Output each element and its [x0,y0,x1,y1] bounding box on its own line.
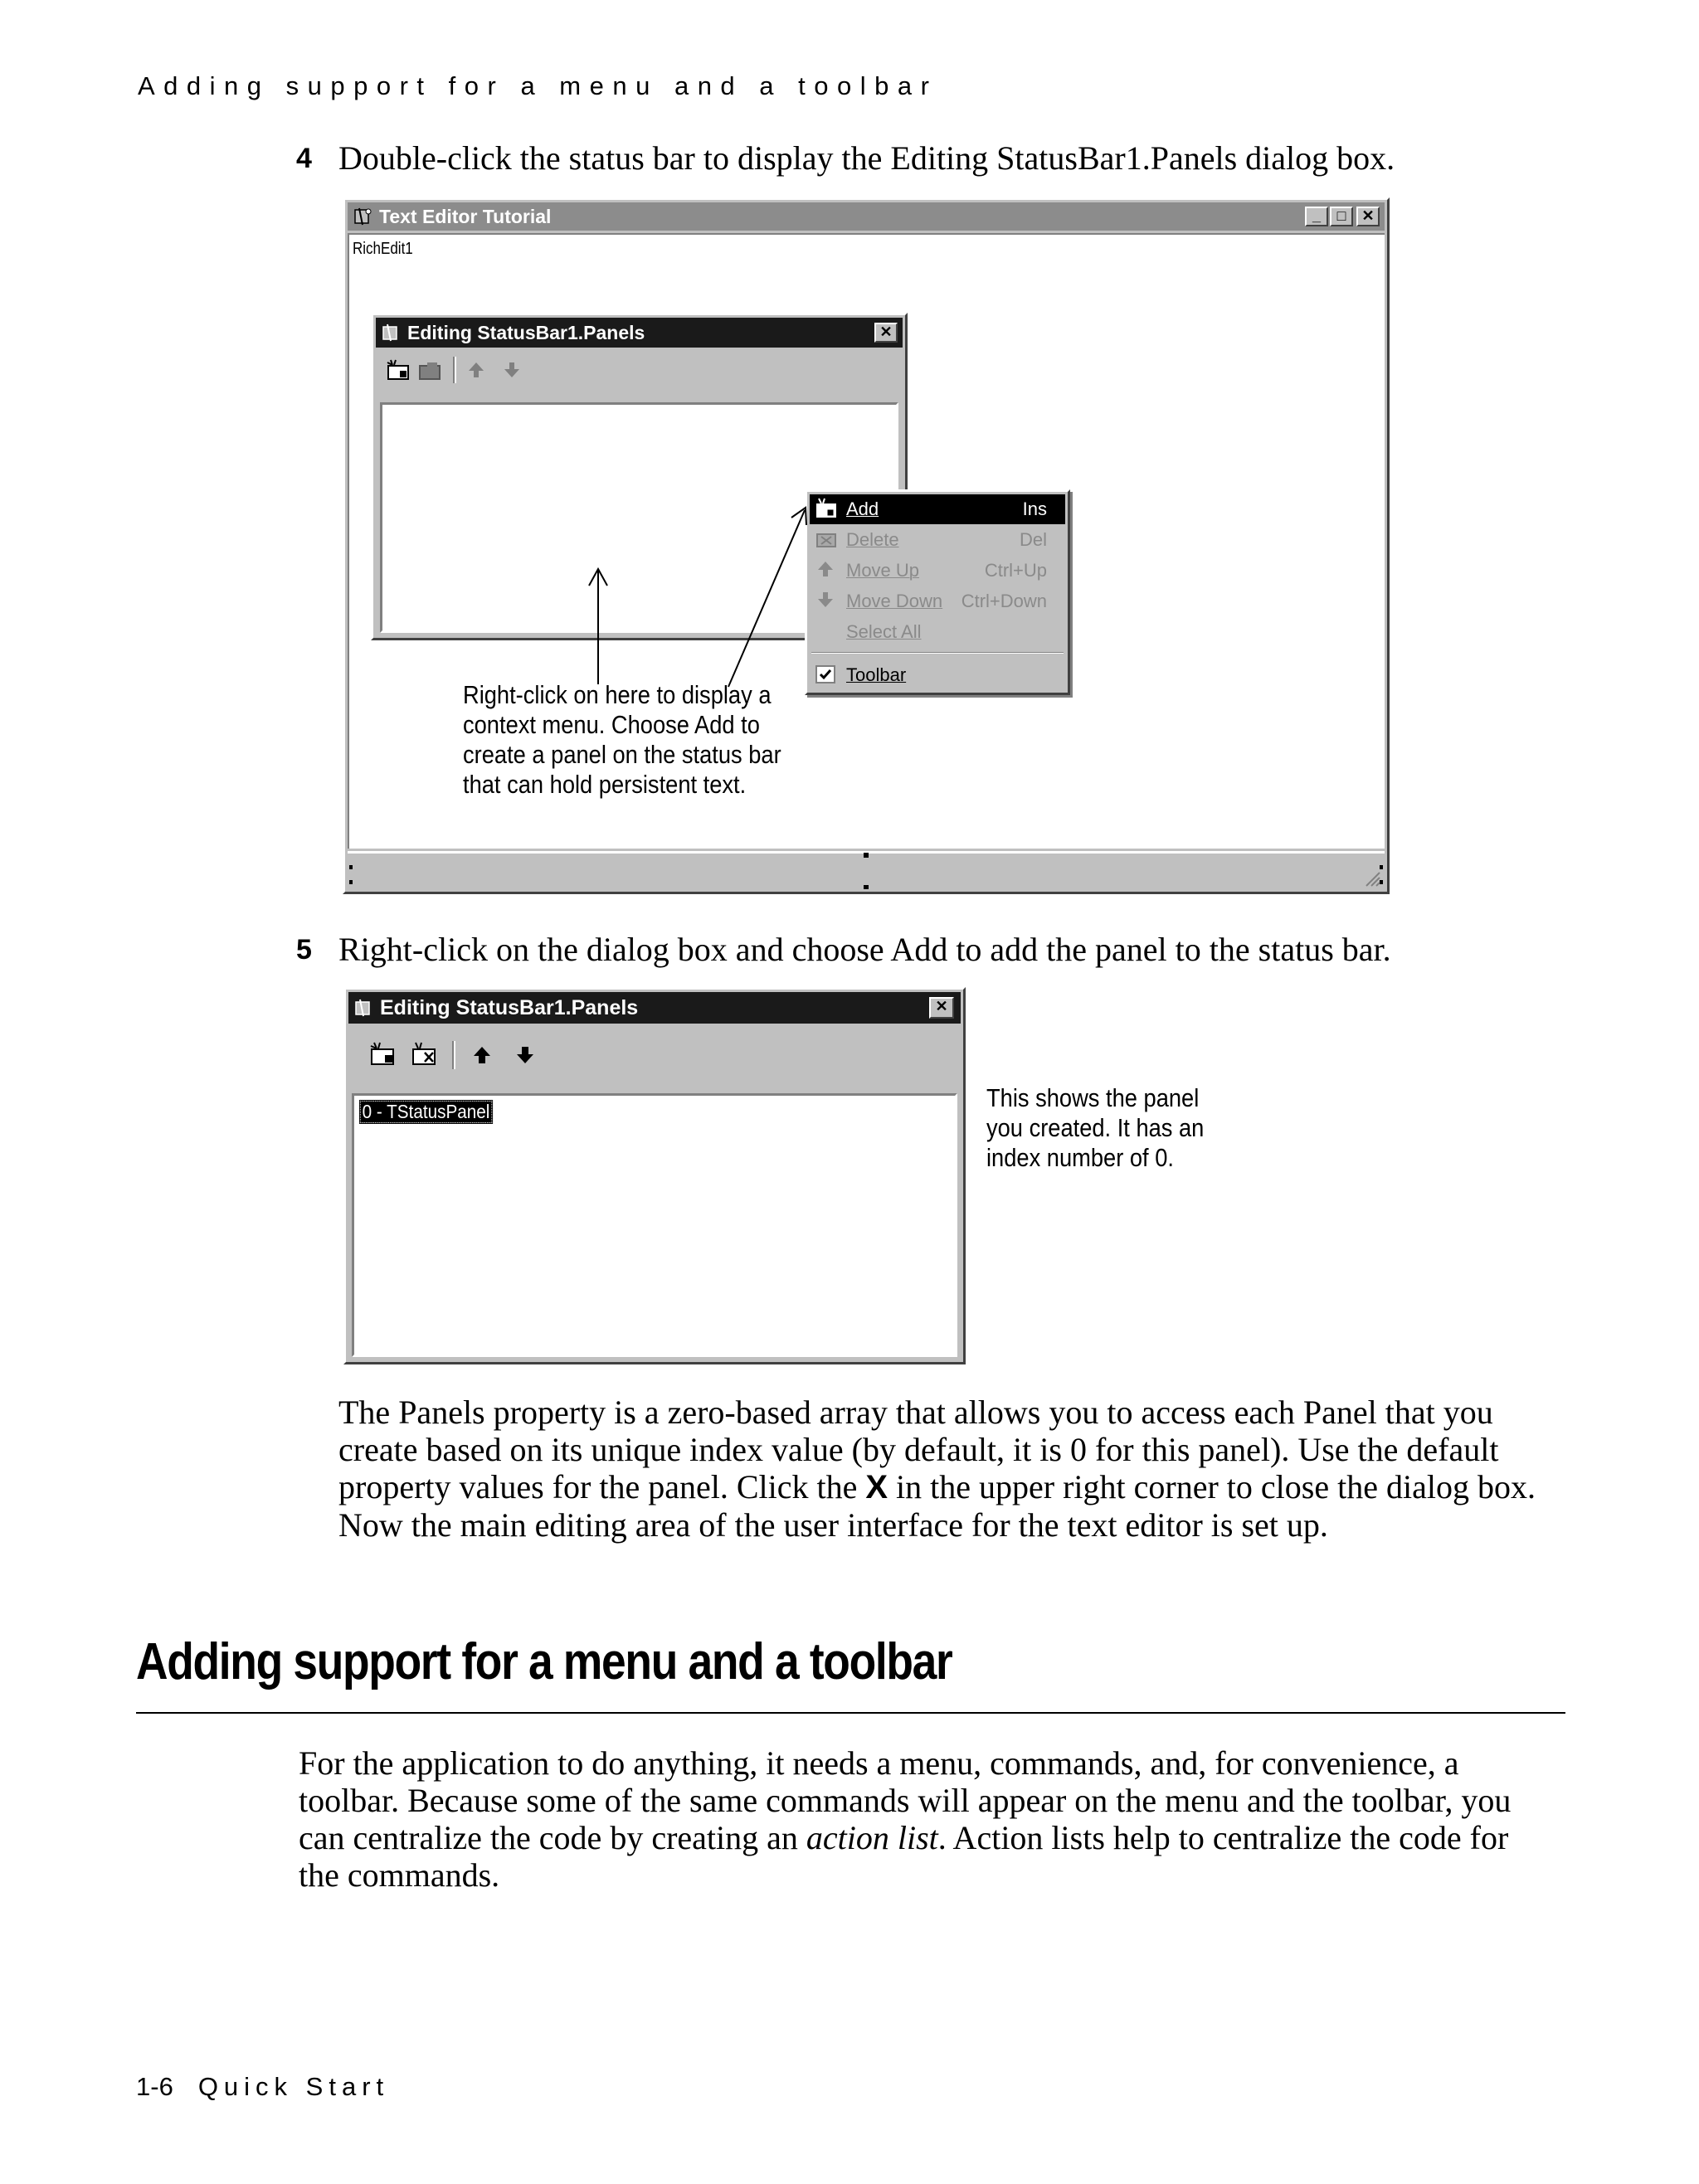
body-paragraph: For the application to do anything, it needs a menu, commands, and, for convenience, a toolbar. Because some of the same commands will appear on the menu and the toolbar, you can centralize the code by creating an action list. Action lists help to centralize the code for the commands. [299,1744,1512,1894]
menu-item-add[interactable]: Add Ins [810,494,1065,524]
move-down-icon[interactable] [514,1044,537,1070]
panels-dialog-2 [343,987,966,1364]
step-number: 5 [296,934,312,966]
main-window-title: Text Editor Tutorial [379,205,552,227]
heading-rule [136,1712,1565,1714]
list-item[interactable]: 0 - TStatusPanel [359,1100,493,1124]
running-head: Adding support for a menu and a toolbar [138,71,938,100]
panels-dialog-title: Editing StatusBar1.Panels [407,321,645,343]
richedit-label: RichEdit1 [353,240,413,258]
close-button[interactable]: ✕ [1356,207,1380,226]
step-number: 4 [296,143,312,174]
menu-item-delete[interactable]: Delete Del [810,525,1065,555]
figure1-callout: Right-click on here to display a context menu. Choose Add to create a panel on the status bar that can hold persistent text. [463,680,781,799]
callout-arrows [0,0,1699,912]
panels-dialog-2-title: Editing StatusBar1.Panels [380,995,639,1019]
maximize-button[interactable]: □ [1330,207,1353,226]
toolbar-separator [452,1041,455,1069]
body-paragraph: The Panels property is a zero-based array that allows you to access each Panel that you create based on its unique index value (by default, it is 0 for this panel). Use the default property values for the panel. Click the X in the upper right corner to close the dialog box. Now the main editing area of the user interface for the text editor is set up. [338,1394,1536,1544]
dialog-close-button[interactable]: ✕ [929,997,954,1019]
section-heading: Adding support for a menu and a toolbar [136,1633,952,1690]
minimize-button[interactable]: _ [1305,207,1328,226]
move-up-icon[interactable] [470,1044,494,1070]
figure2-callout: This shows the panel you created. It has an index number of 0. [986,1083,1205,1172]
page-footer [136,2072,389,2102]
dialog-close-button[interactable]: ✕ [874,323,898,343]
dialog-icon [353,998,375,1018]
delete-panel-icon[interactable] [411,1041,441,1072]
menu-item-move-down[interactable]: Move Down Ctrl+Down [810,586,1065,616]
menu-item-move-up[interactable]: Move Up Ctrl+Up [810,556,1065,586]
add-panel-icon[interactable] [369,1041,399,1072]
panels-dialog-2-titlebar [348,992,961,1024]
page-number: 1-6 [136,2072,173,2101]
footer-title: Quick Start [197,2072,390,2101]
step-text: Double-click the status bar to display the Editing StatusBar1.Panels dialog box. [338,139,1395,177]
menu-item-select-all[interactable]: Select All [846,621,922,642]
step-text: Right-click on the dialog box and choose Add to add the panel to the status bar. [338,931,1391,968]
panels-list[interactable] [352,1093,957,1357]
menu-item-toolbar[interactable]: Toolbar [810,660,1065,690]
